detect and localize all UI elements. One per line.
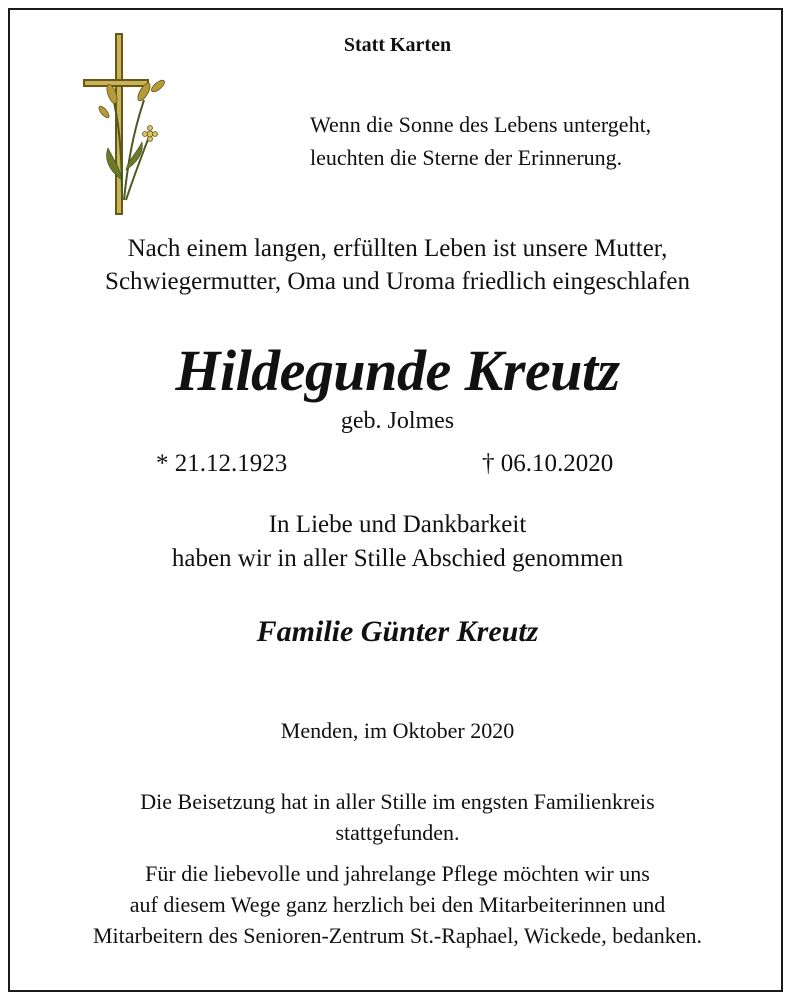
burial-line: Die Beisetzung hat in aller Stille im engsten Familienkreis [140,789,655,814]
thanks-line: Für die liebevolle und jahrelange Pflege möchten wir uns [145,861,650,886]
quote-line: Wenn die Sonne des Lebens untergeht, [310,112,652,137]
intro-text [0,232,795,298]
thanks-notice [0,858,795,951]
birth-date: * 21.12.1923 [156,450,288,477]
header-title: Statt Karten [343,34,452,56]
quote-line: leuchten die Sterne der Erinnerung. [310,145,623,170]
cross-with-wheat-icon [78,30,168,220]
closing-text [0,508,795,576]
place-date: Menden, im Oktober 2020 [280,718,515,743]
maiden-name: geb. Jolmes [340,408,455,434]
family-signature: Familie Günter Kreutz [256,615,539,648]
intro-line: Schwiegermutter, Oma und Uroma friedlich eingeschlafen [105,268,690,295]
thanks-line: Mitarbeitern des Senioren-Zentrum St.-Raphael, Wickede, bedanken. [92,923,702,948]
deceased-name: Hildegunde Kreutz [175,338,620,403]
burial-line: stattgefunden. [335,820,460,845]
intro-line: Nach einem langen, erfüllten Leben ist unsere Mutter, [127,235,668,262]
burial-notice [0,786,795,848]
thanks-line: auf diesem Wege ganz herzlich bei den Mitarbeiterinnen und [129,892,666,917]
closing-line: haben wir in aller Stille Abschied genommen [171,545,624,572]
memorial-quote [310,108,651,174]
death-date: † 06.10.2020 [482,450,614,477]
closing-line: In Liebe und Dankbarkeit [268,511,527,538]
